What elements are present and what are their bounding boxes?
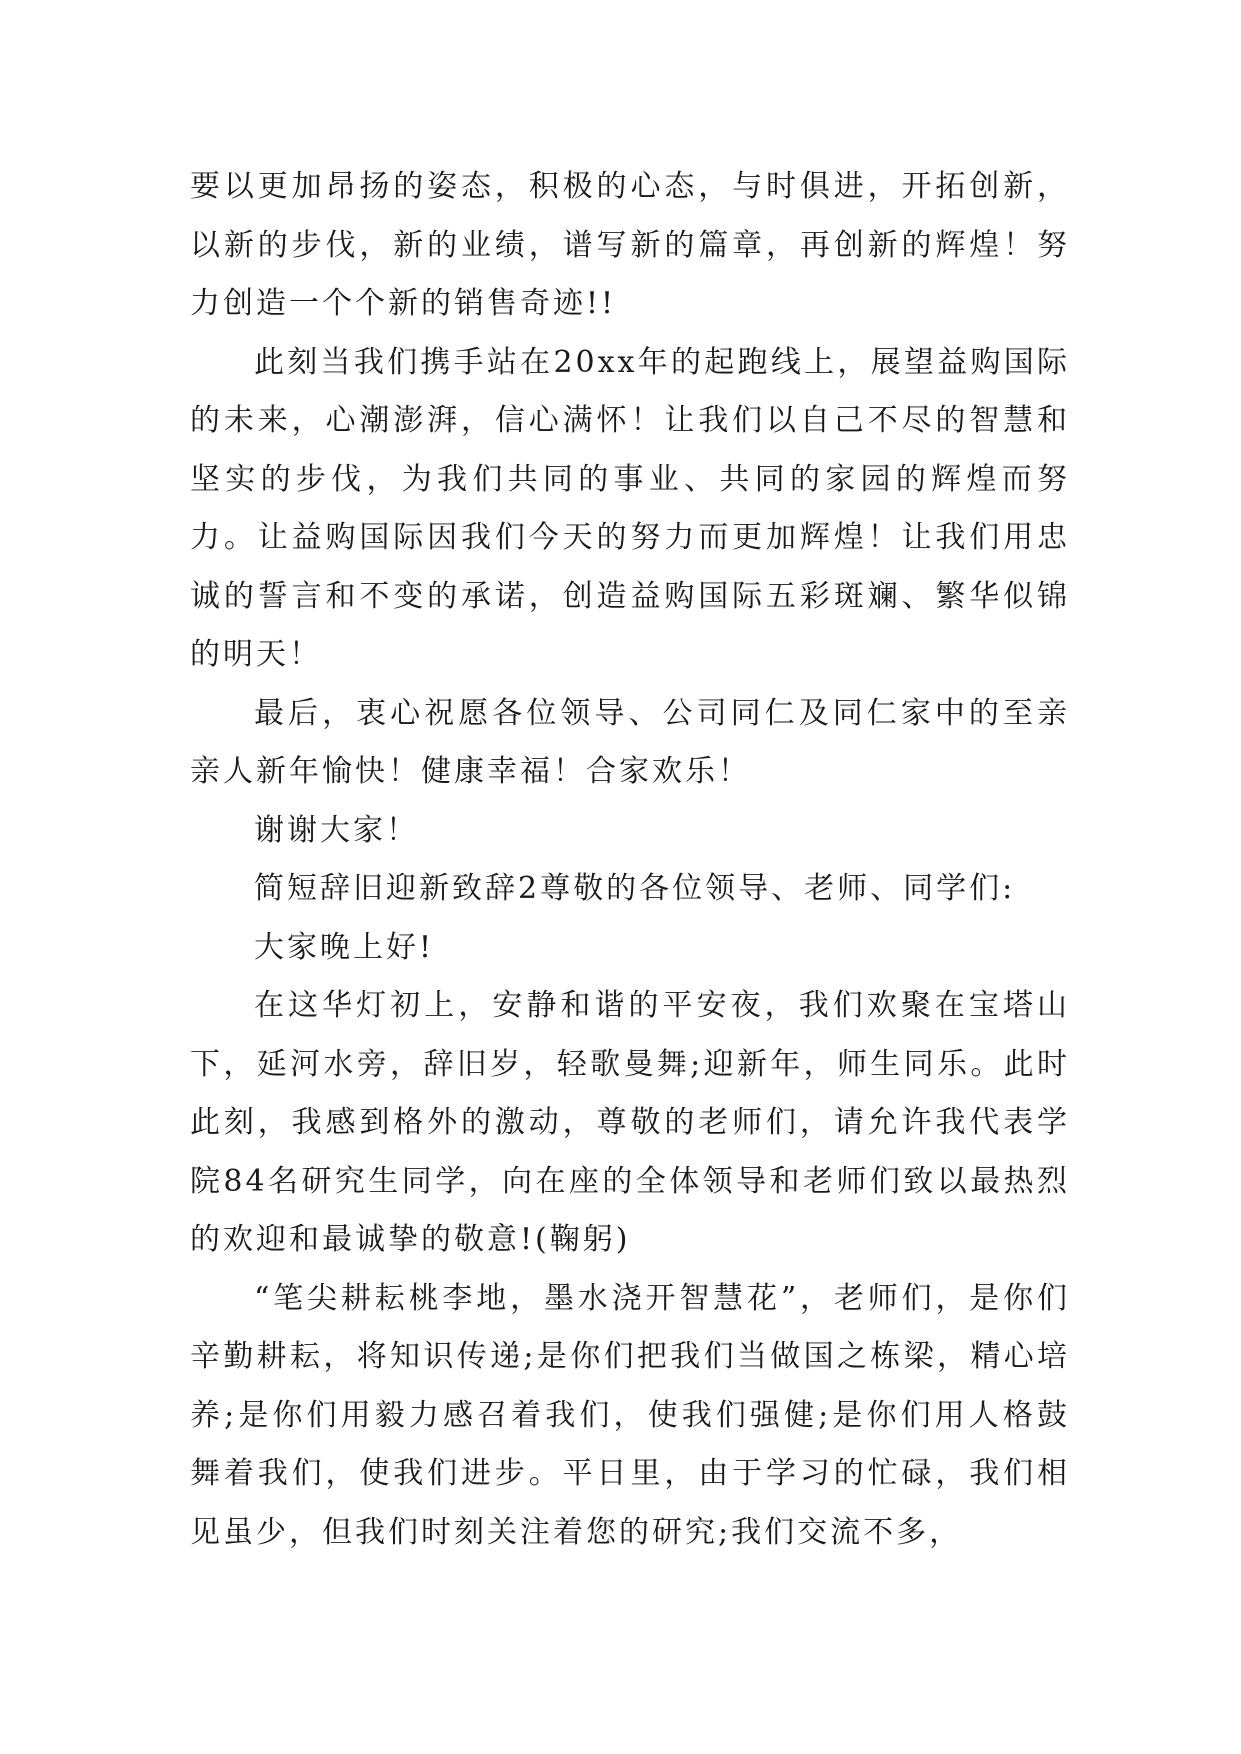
paragraph: 谢谢大家！ <box>254 812 419 848</box>
paragraph: 此刻当我们携手站在20xx年的起跑线上，展望益购国际的未来，心潮澎湃，信心满怀！让我们以自己不尽的智慧和坚实的步伐，为我们共同的事业、共同的家园的辉煌而努力。让益购国际因我们今天的努力而更加辉煌！让我们用忠诚的誓言和不变的承诺，创造益购国际五彩斑斓、繁华似锦的明天！ <box>190 344 1070 672</box>
paragraph: 大家晚上好! <box>254 929 435 965</box>
document-body <box>190 158 1070 1562</box>
paragraph: 最后，衷心祝愿各位领导、公司同仁及同仁家中的至亲亲人新年愉快！健康幸福！合家欢乐！ <box>190 695 1070 789</box>
paragraph: “笔尖耕耘桃李地，墨水浇开智慧花”，老师们，是你们辛勤耕耘，将知识传递;是你们把我们当做国之栋梁，精心培养;是你们用毅力感召着我们，使我们强健;是你们用人格鼓舞着我们，使我们进步。平日里，由于学习的忙碌，我们相见虽少，但我们时刻关注着您的研究;我们交流不多， <box>190 1280 1070 1550</box>
paragraph: 简短辞旧迎新致辞2尊敬的各位领导、老师、同学们: <box>254 871 1016 906</box>
paragraph: 在这华灯初上，安静和谐的平安夜，我们欢聚在宝塔山下，延河水旁，辞旧岁，轻歌曼舞;迎新年，师生同乐。此时此刻，我感到格外的激动，尊敬的老师们，请允许我代表学院84名研究生同学，向在座的全体领导和老师们致以最热烈的欢迎和最诚挚的敬意!(鞠躬) <box>190 988 1070 1257</box>
paragraph: 要以更加昂扬的姿态，积极的心态，与时俱进，开拓创新，以新的步伐，新的业绩，谱写新的篇章，再创新的辉煌！努力创造一个个新的销售奇迹!! <box>190 169 1070 321</box>
